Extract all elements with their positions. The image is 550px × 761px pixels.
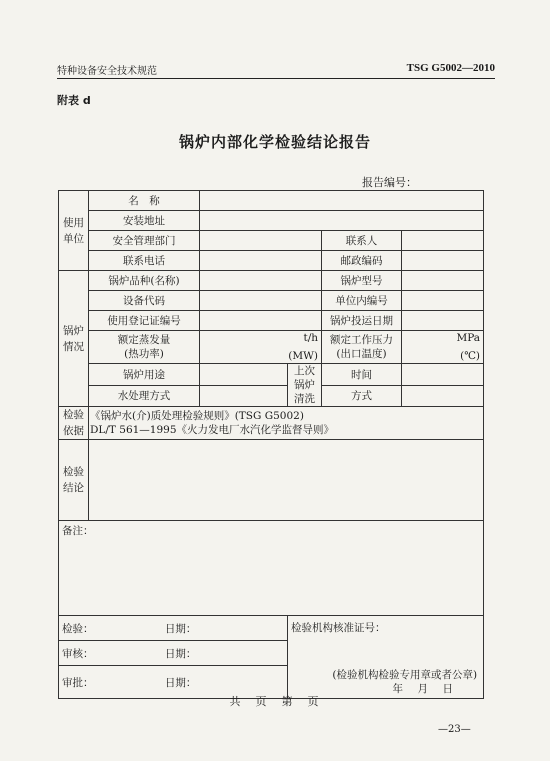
remarks-cell[interactable] — [59, 521, 484, 616]
page-number: —23— — [438, 724, 471, 735]
label-postcode: 邮政编码 — [322, 251, 402, 271]
value-rated-steam[interactable] — [200, 331, 322, 364]
row-reg-no — [59, 311, 484, 331]
label-last-clean: 上次锅炉清洗 — [288, 364, 322, 407]
page-header — [57, 60, 495, 79]
section-boiler: 锅炉情况 — [59, 271, 89, 407]
value-safety-dept[interactable] — [200, 231, 322, 251]
pressure-unit-sub: (℃) — [460, 350, 481, 362]
sign-inspect[interactable]: 检验： 日期： — [59, 616, 288, 641]
value-method[interactable] — [402, 385, 484, 407]
label-model-name: 锅炉品种(名称) — [89, 271, 200, 291]
label-model-type: 锅炉型号 — [322, 271, 402, 291]
value-phone[interactable] — [200, 251, 322, 271]
steam-unit: t/h — [303, 332, 318, 344]
header-left: 特种设备安全技术规范 — [57, 66, 157, 77]
label-water-treat: 水处理方式 — [89, 385, 200, 407]
label-reg-no: 使用登记证编号 — [89, 311, 200, 331]
value-postcode[interactable] — [402, 251, 484, 271]
row-model — [59, 271, 484, 291]
row-name — [59, 191, 484, 211]
label-time: 时间 — [322, 364, 402, 386]
sign-review[interactable]: 审核： 日期： — [59, 641, 288, 666]
page-title: 锅炉内部化学检验结论报告 — [178, 133, 371, 151]
report-number-label: 报告编号： — [362, 176, 417, 189]
label-device-code: 设备代码 — [89, 291, 200, 311]
value-address[interactable] — [200, 211, 484, 231]
label-rated-steam: 额定蒸发量 (热功率) — [89, 331, 200, 364]
value-conclusion[interactable] — [89, 440, 484, 521]
row-water-treat — [59, 385, 484, 407]
basis-text — [89, 407, 484, 440]
row-safety-dept — [59, 231, 484, 251]
row-phone — [59, 251, 484, 271]
approval-cell[interactable] — [288, 616, 484, 699]
label-phone: 联系电话 — [89, 251, 200, 271]
label-address: 安装地址 — [89, 211, 200, 231]
appendix-label: 附表 d — [57, 94, 91, 107]
pressure-unit: MPa — [456, 332, 481, 344]
row-device-code — [59, 291, 484, 311]
seal-note: (检验机构检验专用章或者公章) — [332, 669, 478, 681]
row-rated — [59, 331, 484, 364]
remarks-label: 备注： — [62, 525, 94, 537]
value-rated-pressure[interactable] — [402, 331, 484, 364]
value-reg-no[interactable] — [200, 311, 322, 331]
label-rated-pressure: 额定工作压力 (出口温度) — [322, 331, 402, 364]
header-right: TSG G5002—2010 — [406, 62, 495, 74]
label-name: 名 称 — [89, 191, 200, 211]
value-time[interactable] — [402, 364, 484, 386]
row-inspect — [59, 616, 484, 641]
value-unit-no[interactable] — [402, 291, 484, 311]
value-model-type[interactable] — [402, 271, 484, 291]
label-contact: 联系人 — [322, 231, 402, 251]
label-method: 方式 — [322, 385, 402, 407]
approval-no-label: 检验机构核准证号： — [291, 622, 386, 634]
page-count-footer: 共 页 第 页 — [229, 695, 321, 708]
value-device-code[interactable] — [200, 291, 322, 311]
label-usage: 锅炉用途 — [89, 364, 200, 386]
value-contact[interactable] — [402, 231, 484, 251]
value-start-date[interactable] — [402, 311, 484, 331]
value-name[interactable] — [200, 191, 484, 211]
seal-date: 年 月 日 — [392, 683, 456, 695]
value-water-treat[interactable] — [200, 385, 288, 407]
basis-line-1: 《锅炉水(介)质处理检验规则》(TSG G5002) — [90, 410, 304, 422]
report-form — [58, 190, 484, 699]
steam-unit-sub: (MW) — [288, 350, 318, 362]
label-safety-dept: 安全管理部门 — [89, 231, 200, 251]
section-user-unit: 使用单位 — [59, 191, 89, 271]
label-start-date: 锅炉投运日期 — [322, 311, 402, 331]
row-remarks — [59, 521, 484, 616]
row-basis — [59, 407, 484, 440]
row-address — [59, 211, 484, 231]
row-usage — [59, 364, 484, 386]
label-unit-no: 单位内编号 — [322, 291, 402, 311]
basis-line-2: DL/T 561—1995《火力发电厂水汽化学监督导则》 — [90, 424, 335, 436]
value-usage[interactable] — [200, 364, 288, 386]
section-basis: 检验依据 — [59, 407, 89, 440]
sign-approve[interactable]: 审批： 日期： — [59, 666, 288, 699]
value-model-name[interactable] — [200, 271, 322, 291]
row-conclusion — [59, 440, 484, 521]
section-conclusion: 检验结论 — [59, 440, 89, 521]
